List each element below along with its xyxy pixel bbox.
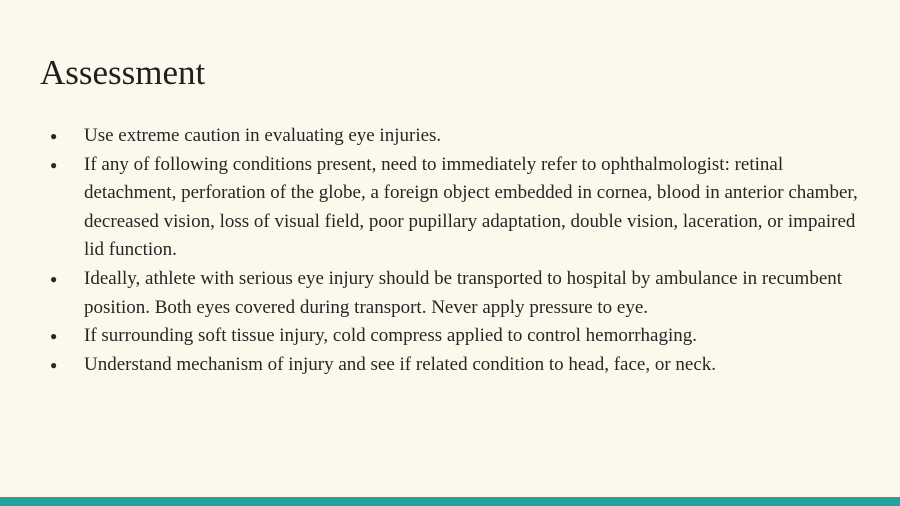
bullet-list — [48, 122, 868, 379]
bullet-text: If surrounding soft tissue injury, cold compress applied to control hemorrhaging. — [84, 325, 697, 347]
bullet-icon: ● — [50, 129, 58, 143]
bullet-text: Ideally, athlete with serious eye injury should be transported to hospital by ambulance in recumbent position. Both eyes covered during transport. Never apply pressure to eye. — [84, 267, 843, 318]
list-item — [48, 122, 868, 151]
list-item — [48, 351, 868, 380]
bullet-text: If any of following conditions present, need to immediately refer to ophthalmologist: retinal detachment, perforation of the globe, a foreign object embedded in cornea, blood in anterior chamber, decreased vision, loss of visual field, poor pupillary adaptation, double vision, laceration, or impaired lid function. — [84, 153, 858, 261]
bullet-icon: ● — [50, 157, 58, 172]
accent-bar — [0, 497, 900, 506]
bullet-icon: ● — [50, 357, 58, 372]
bullet-text: Use extreme caution in evaluating eye injuries. — [84, 125, 442, 146]
list-item — [48, 322, 868, 351]
bullet-icon: ● — [50, 271, 58, 286]
bullet-icon: ● — [50, 329, 58, 344]
slide-title: Assessment — [40, 53, 206, 92]
list-item — [48, 265, 868, 322]
list-item — [48, 151, 868, 265]
bullet-text: Understand mechanism of injury and see if related condition to head, face, or neck. — [84, 353, 717, 375]
